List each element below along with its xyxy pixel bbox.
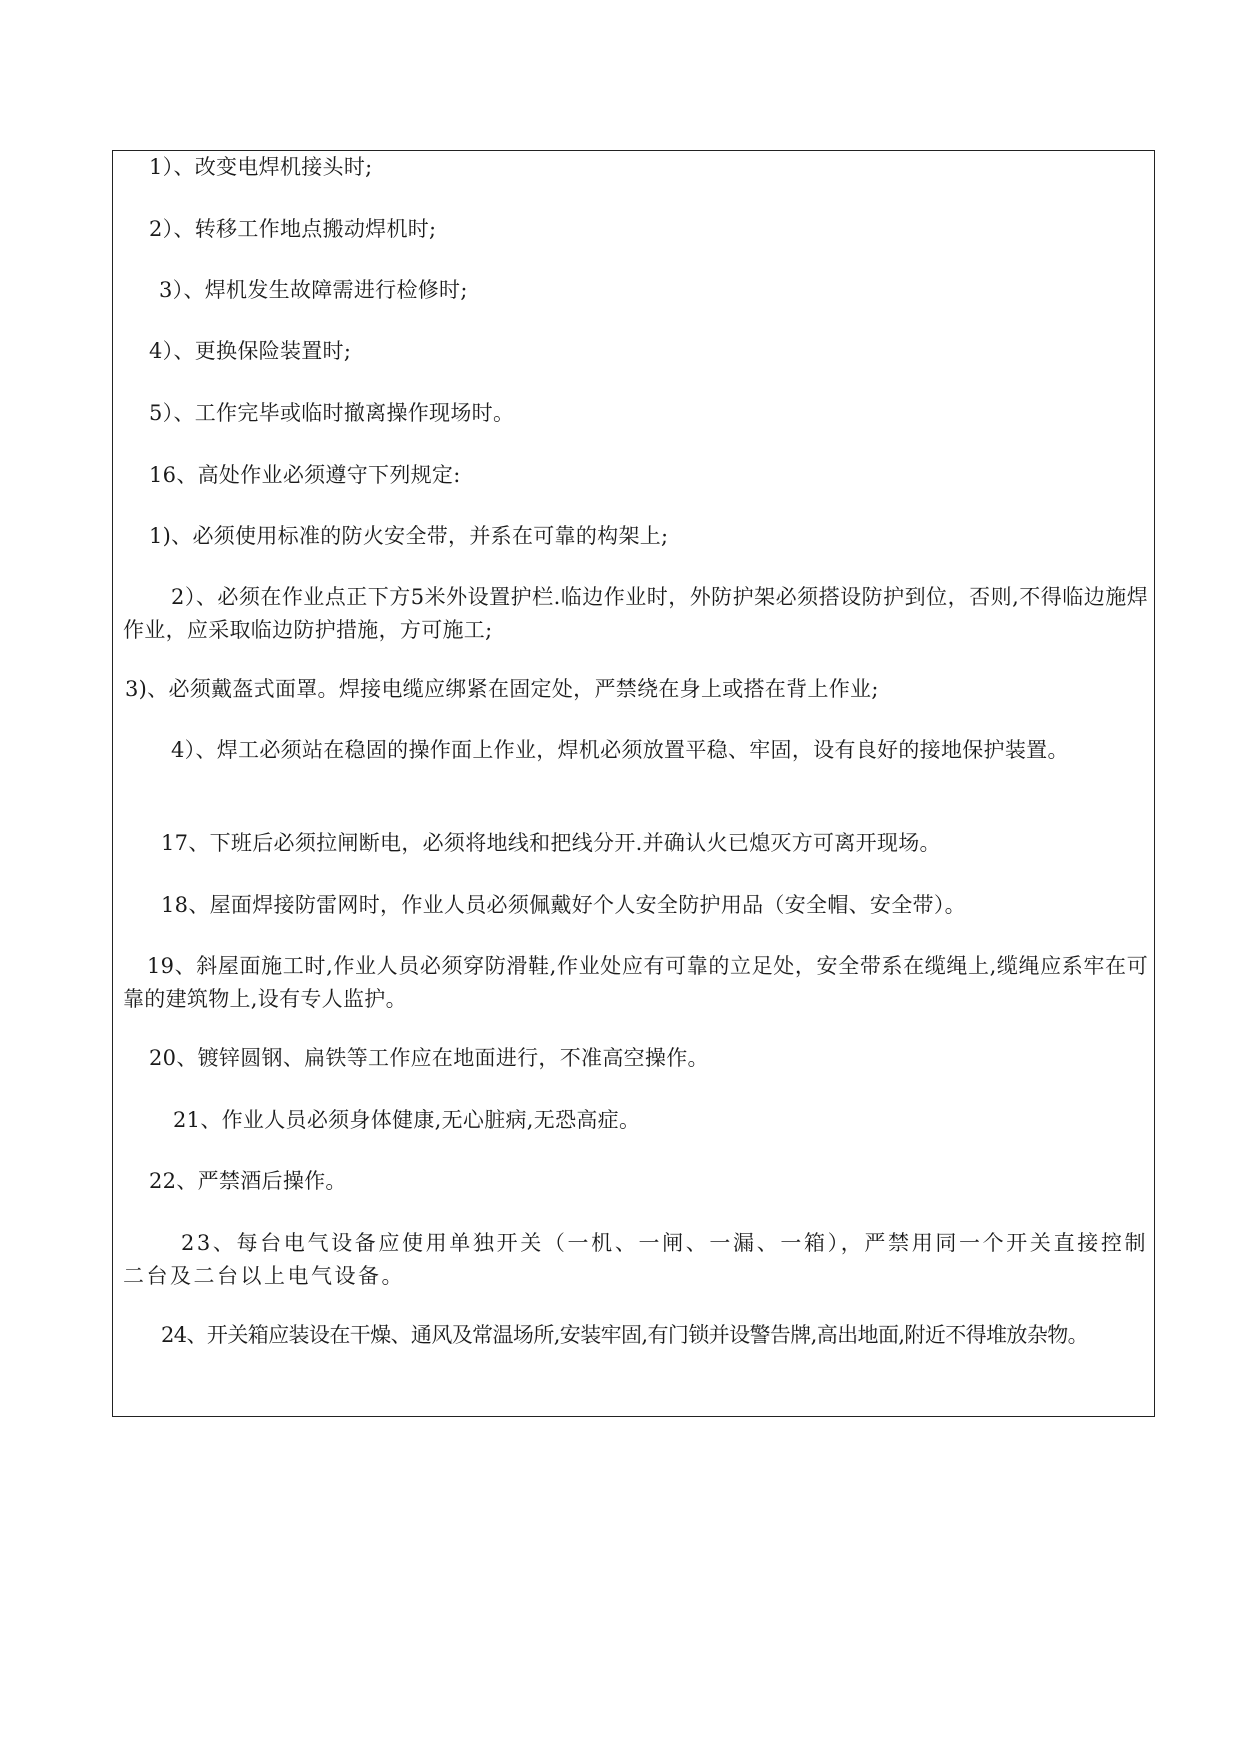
item-17: 17、下班后必须拉闸断电，必须将地线和把线分开.并确认火已熄灭方可离开现场。 (161, 831, 941, 855)
item-1-2: 2）、转移工作地点搬动焊机时; (149, 217, 437, 241)
item-24: 24、开关箱应装设在干燥、通风及常温场所,安装牢固,有门锁并设警告牌,高出地面,附近不得堆放杂物。 (161, 1323, 1089, 1347)
item-20: 20、镀锌圆钢、扁铁等工作应在地面进行，不准高空操作。 (149, 1046, 709, 1070)
item-16-3: 3)、必须戴盔式面罩。焊接电缆应绑紧在固定处，严禁绕在身上或搭在背上作业; (125, 677, 879, 701)
item-16-heading: 16、高处作业必须遵守下列规定: (149, 463, 461, 487)
item-19: 19、斜屋面施工时,作业人员必须穿防滑鞋,作业处应有可靠的立足处，安全带系在缆绳上,缆绳应系牢在可靠的建筑物上,设有专人监护。 (123, 954, 1148, 1011)
item-16-2: 2）、必须在作业点正下方5米外设置护栏.临边作业时，外防护架必须搭设防护到位，否则,不得临边施焊作业，应采取临边防护措施，方可施工; (123, 585, 1148, 642)
item-16-4: 4）、焊工必须站在稳固的操作面上作业，焊机必须放置平稳、牢固，设有良好的接地保护装置。 (171, 738, 1069, 762)
item-22: 22、严禁酒后操作。 (149, 1169, 347, 1193)
item-1-1: 1）、改变电焊机接头时; (149, 155, 373, 179)
item-21: 21、作业人员必须身体健康,无心脏病,无恐高症。 (173, 1108, 641, 1132)
item-16-1: 1)、必须使用标准的防火安全带，并系在可靠的构架上; (149, 524, 669, 548)
item-1-5: 5）、工作完毕或临时撤离操作现场时。 (149, 401, 515, 425)
document-frame (112, 150, 1155, 1417)
item-18: 18、屋面焊接防雷网时，作业人员必须佩戴好个人安全防护用品（安全帽、安全带）。 (161, 893, 966, 917)
item-23: 23、每台电气设备应使用单独开关（一机、一闸、一漏、一箱），严禁用同一个开关直接控制二台及二台以上电气设备。 (123, 1231, 1148, 1288)
item-1-4: 4）、更换保险装置时; (149, 339, 352, 363)
item-1-3: 3）、焊机发生故障需进行检修时; (159, 278, 468, 302)
